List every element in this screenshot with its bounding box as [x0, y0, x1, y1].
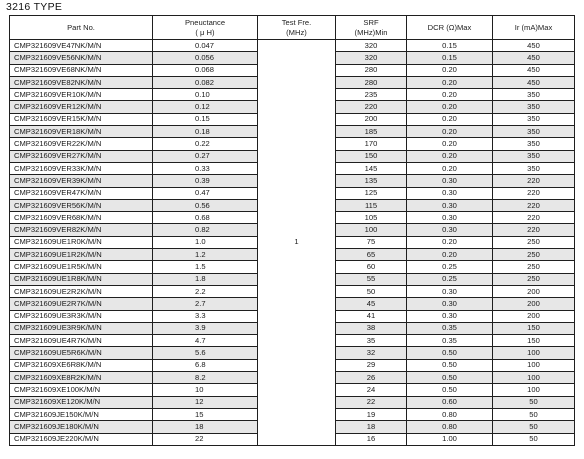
- dcr-cell: 0.50: [407, 384, 493, 396]
- dcr-cell: 0.50: [407, 372, 493, 384]
- dcr-cell: 0.30: [407, 224, 493, 236]
- dcr-cell: 0.80: [407, 408, 493, 420]
- part-number-cell: CMP321609XE100K/M/N: [10, 384, 153, 396]
- srf-cell: 105: [336, 212, 407, 224]
- srf-cell: 32: [336, 347, 407, 359]
- ir-cell: 100: [493, 384, 575, 396]
- part-number-cell: CMP321609VER18K/M/N: [10, 126, 153, 138]
- dcr-cell: 0.50: [407, 347, 493, 359]
- inductance-cell: 8.2: [153, 372, 258, 384]
- dcr-cell: 0.30: [407, 310, 493, 322]
- dcr-cell: 0.15: [407, 52, 493, 64]
- ir-cell: 220: [493, 224, 575, 236]
- srf-cell: 18: [336, 421, 407, 433]
- dcr-cell: 0.80: [407, 421, 493, 433]
- dcr-cell: 0.20: [407, 64, 493, 76]
- dcr-cell: 0.60: [407, 396, 493, 408]
- part-number-cell: CMP321609UE2R7K/M/N: [10, 298, 153, 310]
- srf-cell: 125: [336, 187, 407, 199]
- inductance-cell: 0.082: [153, 76, 258, 88]
- srf-cell: 280: [336, 76, 407, 88]
- part-number-cell: CMP321609UE1R5K/M/N: [10, 261, 153, 273]
- test-frequency-cell: 1: [258, 40, 336, 446]
- part-number-cell: CMP321609XE6R8K/M/N: [10, 359, 153, 371]
- inductor-spec-table: [9, 15, 575, 446]
- ir-cell: 250: [493, 261, 575, 273]
- dcr-cell: 0.50: [407, 359, 493, 371]
- inductance-cell: 0.33: [153, 162, 258, 174]
- dcr-cell: 0.20: [407, 162, 493, 174]
- header-row: [10, 16, 575, 40]
- ir-cell: 250: [493, 273, 575, 285]
- part-number-cell: CMP321609XE120K/M/N: [10, 396, 153, 408]
- part-number-cell: CMP321609VER68K/M/N: [10, 212, 153, 224]
- ir-cell: 250: [493, 236, 575, 248]
- inductance-cell: 12: [153, 396, 258, 408]
- ir-cell: 200: [493, 285, 575, 297]
- inductance-cell: 0.047: [153, 40, 258, 52]
- part-number-cell: CMP321609VE82NK/M/N: [10, 76, 153, 88]
- ir-cell: 350: [493, 150, 575, 162]
- dcr-cell: 0.15: [407, 40, 493, 52]
- dcr-cell: 0.30: [407, 175, 493, 187]
- inductance-cell: 0.56: [153, 199, 258, 211]
- ir-cell: 50: [493, 421, 575, 433]
- inductance-cell: 0.15: [153, 113, 258, 125]
- dcr-cell: 0.20: [407, 150, 493, 162]
- srf-cell: 185: [336, 126, 407, 138]
- part-number-cell: CMP321609JE220K/M/N: [10, 433, 153, 445]
- srf-cell: 35: [336, 335, 407, 347]
- inductance-cell: 1.8: [153, 273, 258, 285]
- srf-cell: 135: [336, 175, 407, 187]
- ir-cell: 100: [493, 359, 575, 371]
- ir-cell: 200: [493, 298, 575, 310]
- ir-cell: 50: [493, 433, 575, 445]
- part-number-cell: CMP321609UE3R9K/M/N: [10, 322, 153, 334]
- dcr-cell: 0.30: [407, 298, 493, 310]
- part-number-cell: CMP321609VER82K/M/N: [10, 224, 153, 236]
- dcr-cell: 0.25: [407, 273, 493, 285]
- part-number-cell: CMP321609UE1R2K/M/N: [10, 249, 153, 261]
- srf-cell: 41: [336, 310, 407, 322]
- srf-cell: 55: [336, 273, 407, 285]
- ir-cell: 50: [493, 396, 575, 408]
- ir-cell: 350: [493, 113, 575, 125]
- part-number-cell: CMP321609VER12K/M/N: [10, 101, 153, 113]
- srf-cell: 170: [336, 138, 407, 150]
- dcr-cell: 0.30: [407, 285, 493, 297]
- srf-cell: 22: [336, 396, 407, 408]
- dcr-cell: 0.20: [407, 138, 493, 150]
- srf-cell: 75: [336, 236, 407, 248]
- ir-cell: 220: [493, 199, 575, 211]
- inductance-cell: 0.056: [153, 52, 258, 64]
- part-number-cell: CMP321609VER22K/M/N: [10, 138, 153, 150]
- dcr-cell: 0.20: [407, 76, 493, 88]
- col-header-test-frequency: Test Fre. (MHz): [258, 16, 336, 40]
- part-number-cell: CMP321609JE150K/M/N: [10, 408, 153, 420]
- ir-cell: 200: [493, 310, 575, 322]
- inductance-cell: 10: [153, 384, 258, 396]
- part-number-cell: CMP321609UE1R0K/M/N: [10, 236, 153, 248]
- part-number-cell: CMP321609VER10K/M/N: [10, 89, 153, 101]
- ir-cell: 450: [493, 64, 575, 76]
- inductance-cell: 3.3: [153, 310, 258, 322]
- srf-cell: 235: [336, 89, 407, 101]
- part-number-cell: CMP321609UE1R8K/M/N: [10, 273, 153, 285]
- inductance-cell: 0.27: [153, 150, 258, 162]
- dcr-cell: 0.20: [407, 126, 493, 138]
- inductance-cell: 5.6: [153, 347, 258, 359]
- inductance-cell: 1.2: [153, 249, 258, 261]
- srf-cell: 50: [336, 285, 407, 297]
- part-number-cell: CMP321609VER56K/M/N: [10, 199, 153, 211]
- ir-cell: 50: [493, 408, 575, 420]
- srf-cell: 26: [336, 372, 407, 384]
- srf-cell: 115: [336, 199, 407, 211]
- part-number-cell: CMP321609UE4R7K/M/N: [10, 335, 153, 347]
- ir-cell: 450: [493, 40, 575, 52]
- part-number-cell: CMP321609UE3R3K/M/N: [10, 310, 153, 322]
- inductance-cell: 0.39: [153, 175, 258, 187]
- dcr-cell: 0.25: [407, 261, 493, 273]
- dcr-cell: 0.30: [407, 187, 493, 199]
- dcr-cell: 0.30: [407, 199, 493, 211]
- ir-cell: 350: [493, 101, 575, 113]
- ir-cell: 220: [493, 175, 575, 187]
- ir-cell: 220: [493, 187, 575, 199]
- dcr-cell: 0.20: [407, 249, 493, 261]
- inductance-cell: 0.068: [153, 64, 258, 76]
- inductance-cell: 4.7: [153, 335, 258, 347]
- col-header-srf: SRF (MHz)Min: [336, 16, 407, 40]
- srf-cell: 45: [336, 298, 407, 310]
- inductance-cell: 6.8: [153, 359, 258, 371]
- inductance-cell: 1.5: [153, 261, 258, 273]
- part-number-cell: CMP321609VE56NK/M/N: [10, 52, 153, 64]
- inductance-cell: 0.18: [153, 126, 258, 138]
- col-header-inductance: Pneuctance ( μ H): [153, 16, 258, 40]
- table-row: [10, 40, 575, 52]
- srf-cell: 60: [336, 261, 407, 273]
- part-number-cell: CMP321609JE180K/M/N: [10, 421, 153, 433]
- srf-cell: 29: [336, 359, 407, 371]
- part-number-cell: CMP321609UE2R2K/M/N: [10, 285, 153, 297]
- srf-cell: 145: [336, 162, 407, 174]
- srf-cell: 320: [336, 52, 407, 64]
- srf-cell: 65: [336, 249, 407, 261]
- ir-cell: 100: [493, 347, 575, 359]
- part-number-cell: CMP321609VE68NK/M/N: [10, 64, 153, 76]
- srf-cell: 24: [336, 384, 407, 396]
- ir-cell: 250: [493, 249, 575, 261]
- col-header-ir: Ir (mA)Max: [493, 16, 575, 40]
- ir-cell: 150: [493, 335, 575, 347]
- ir-cell: 450: [493, 76, 575, 88]
- inductance-cell: 0.22: [153, 138, 258, 150]
- ir-cell: 150: [493, 322, 575, 334]
- srf-cell: 200: [336, 113, 407, 125]
- part-number-cell: CMP321609VER15K/M/N: [10, 113, 153, 125]
- inductance-cell: 0.12: [153, 101, 258, 113]
- col-header-part: Part No.: [10, 16, 153, 40]
- inductance-cell: 3.9: [153, 322, 258, 334]
- srf-cell: 280: [336, 64, 407, 76]
- srf-cell: 100: [336, 224, 407, 236]
- ir-cell: 220: [493, 212, 575, 224]
- ir-cell: 350: [493, 162, 575, 174]
- part-number-cell: CMP321609XE8R2K/M/N: [10, 372, 153, 384]
- part-number-cell: CMP321609UE5R6K/M/N: [10, 347, 153, 359]
- dcr-cell: 0.20: [407, 101, 493, 113]
- srf-cell: 150: [336, 150, 407, 162]
- inductance-cell: 2.7: [153, 298, 258, 310]
- dcr-cell: 1.00: [407, 433, 493, 445]
- srf-cell: 220: [336, 101, 407, 113]
- ir-cell: 350: [493, 126, 575, 138]
- srf-cell: 320: [336, 40, 407, 52]
- dcr-cell: 0.20: [407, 236, 493, 248]
- inductance-cell: 0.82: [153, 224, 258, 236]
- inductance-cell: 2.2: [153, 285, 258, 297]
- ir-cell: 450: [493, 52, 575, 64]
- table-body: [10, 40, 575, 446]
- inductance-cell: 18: [153, 421, 258, 433]
- part-number-cell: CMP321609VER33K/M/N: [10, 162, 153, 174]
- inductance-cell: 15: [153, 408, 258, 420]
- part-number-cell: CMP321609VE47NK/M/N: [10, 40, 153, 52]
- dcr-cell: 0.20: [407, 113, 493, 125]
- srf-cell: 19: [336, 408, 407, 420]
- inductance-cell: 0.68: [153, 212, 258, 224]
- ir-cell: 100: [493, 372, 575, 384]
- part-number-cell: CMP321609VER27K/M/N: [10, 150, 153, 162]
- inductance-cell: 0.10: [153, 89, 258, 101]
- dcr-cell: 0.20: [407, 89, 493, 101]
- dcr-cell: 0.35: [407, 335, 493, 347]
- ir-cell: 350: [493, 138, 575, 150]
- part-number-cell: CMP321609VER47K/M/N: [10, 187, 153, 199]
- inductance-cell: 22: [153, 433, 258, 445]
- inductance-cell: 0.47: [153, 187, 258, 199]
- ir-cell: 350: [493, 89, 575, 101]
- col-header-dcr: DCR (Ω)Max: [407, 16, 493, 40]
- part-number-cell: CMP321609VER39K/M/N: [10, 175, 153, 187]
- srf-cell: 16: [336, 433, 407, 445]
- dcr-cell: 0.35: [407, 322, 493, 334]
- inductance-cell: 1.0: [153, 236, 258, 248]
- type-heading: 3216 TYPE: [6, 1, 63, 13]
- dcr-cell: 0.30: [407, 212, 493, 224]
- srf-cell: 38: [336, 322, 407, 334]
